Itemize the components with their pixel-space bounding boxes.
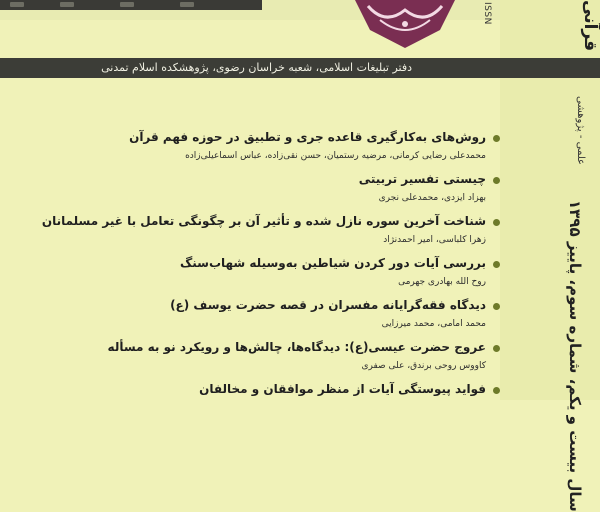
journal-field: علمی - پژوهشی [575, 96, 586, 166]
journal-logo [350, 0, 460, 50]
toc-item[interactable] [200, 172, 500, 214]
article-title: بررسی آیات دور کردن شیاطین به‌وسیله شهاب‌سنگ [179, 256, 486, 270]
strip-mark [10, 2, 24, 7]
bullet-icon [493, 135, 500, 142]
article-authors: روح الله بهادری جهرمی [398, 277, 486, 287]
toc-item[interactable] [129, 130, 500, 172]
bullet-icon [493, 261, 500, 268]
toc-item[interactable] [179, 256, 500, 298]
article-title: عروج حضرت عیسی(ع): دیدگاه‌ها، چالش‌ها و رویکرد نو به مسأله [107, 340, 486, 354]
toc-item[interactable] [107, 340, 500, 382]
article-title: روش‌های به‌کارگیری قاعده جری و تطبیق در حوزه فهم قرآن [129, 130, 486, 144]
article-title: فواید پیوستگی آیات از منظر موافقان و مخالفان [199, 382, 486, 396]
issn-label: ISSN [482, 2, 492, 25]
bullet-icon [493, 303, 500, 310]
toc-item[interactable] [41, 214, 500, 256]
article-title: شناخت آخرین سوره نازل شده و تأثیر آن بر چگونگی تعامل با غیر مسلمانان [41, 214, 486, 228]
bullet-icon [493, 177, 500, 184]
issue-info: سال بیست و یکم، شماره سوم، پاییز ۱۳۹۵ [566, 200, 584, 512]
journal-title: قرآنی [580, 0, 600, 52]
article-title: چیستی تفسیر تربیتی [358, 172, 486, 186]
bullet-icon [493, 387, 500, 394]
top-dark-strip [0, 0, 262, 10]
bullet-icon [493, 219, 500, 226]
article-title: دیدگاه فقه‌گرایانه مفسران در قصه حضرت یوسف (ع) [170, 298, 486, 312]
publisher-text: دفتر تبلیغات اسلامی، شعبه خراسان رضوی، پژوهشکده اسلام تمدنی [101, 61, 412, 74]
article-authors: محمد امامی، محمد میرزایی [381, 319, 486, 329]
bullet-icon [493, 345, 500, 352]
table-of-contents [41, 130, 500, 424]
strip-mark [120, 2, 134, 7]
toc-item[interactable] [170, 298, 500, 340]
toc-item[interactable] [200, 382, 500, 424]
publisher-bar [0, 58, 600, 78]
article-authors: محمدعلی رضایی کرمانی، مرضیه رستمیان، حسن نقی‌زاده، عباس اسماعیلی‌زاده [185, 151, 486, 161]
article-authors: زهرا کلباسی، امیر احمدنژاد [383, 235, 486, 245]
article-authors: کاووس روحی برندق، علی صفری [361, 361, 486, 371]
strip-mark [180, 2, 194, 7]
strip-mark [60, 2, 74, 7]
article-authors: بهزاد ایزدی، محمدعلی نجری [378, 193, 486, 203]
